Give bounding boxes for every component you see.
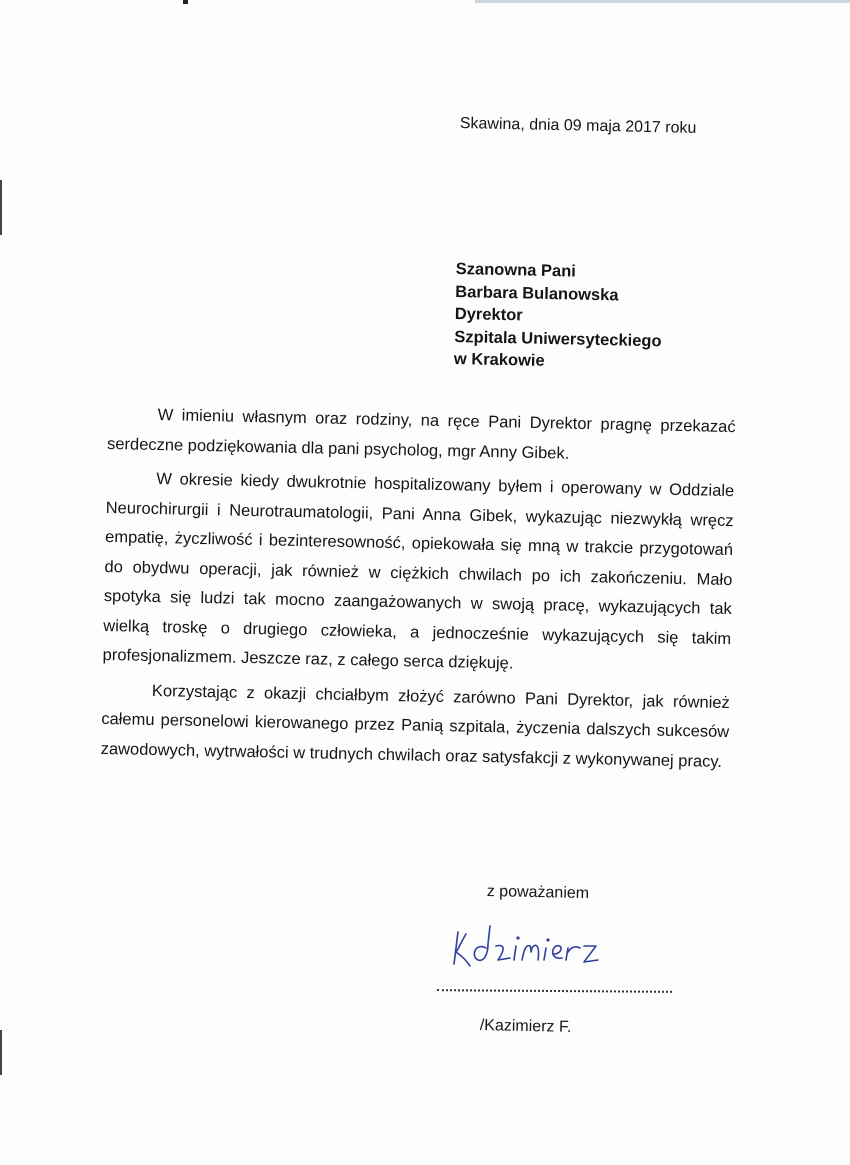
- body-paragraph-3: Korzystając z okazji chciałbym złożyć zarówno Pani Dyrektor, jak również całemu personelowi kierowanego przez Panią szpitala, życzenia dalszych sukcesów zawodowych, wytrwałości w trudnych chwilach oraz satysfakcji z wykonywanej pracy.: [100, 681, 730, 771]
- scan-edge-left-lower: [0, 1030, 2, 1075]
- signer-name: /Kazimierz F.: [479, 1017, 572, 1036]
- addressee-block: [454, 258, 716, 376]
- place-date: Skawina, dnia 09 maja 2017 roku: [459, 115, 697, 137]
- addressee-title: Dyrektor: [454, 304, 523, 325]
- letter-body: [100, 400, 736, 782]
- addressee-salutation: Szanowna Pani: [455, 259, 577, 281]
- addressee-institution: Szpitala Uniwersyteckiego: [454, 327, 662, 350]
- addressee-name: Barbara Bulanowska: [455, 282, 619, 304]
- handwritten-signature: [452, 922, 612, 972]
- scan-speck: [183, 0, 188, 4]
- scan-edge-left: [0, 180, 2, 235]
- signature-line: [437, 989, 672, 993]
- scan-edge-top: [475, 0, 850, 3]
- addressee-city: w Krakowie: [453, 349, 545, 370]
- closing-phrase: z poważaniem: [486, 883, 590, 903]
- body-paragraph-2: W okresie kiedy dwukrotnie hospitalizowany byłem i operowany w Oddziale Neurochirurgii i Neurotraumatologii, Pani Anna Gibek, wykazując niezwykłą wręcz empatię, życzliwość i bezinteresowność, opiekowała się mną w trakcie przygotowań do obydwu operacji, jak również w ciężkich chwilach po ich zakończeniu. Mało spotyka się ludzi tak mocno zaangażowanych w swoją pracę, wykazujących tak wielką troskę o drugiego człowieka, a jednocześnie wykazujących się takim profesjonalizmem. Jeszcze raz, z całego serca dziękuję.: [102, 470, 735, 673]
- body-paragraph-1: W imieniu własnym oraz rodziny, na ręce Pani Dyrektor pragnę przekazać serdeczne podziękowania dla pani psycholog, mgr Anny Gibek.: [106, 406, 736, 463]
